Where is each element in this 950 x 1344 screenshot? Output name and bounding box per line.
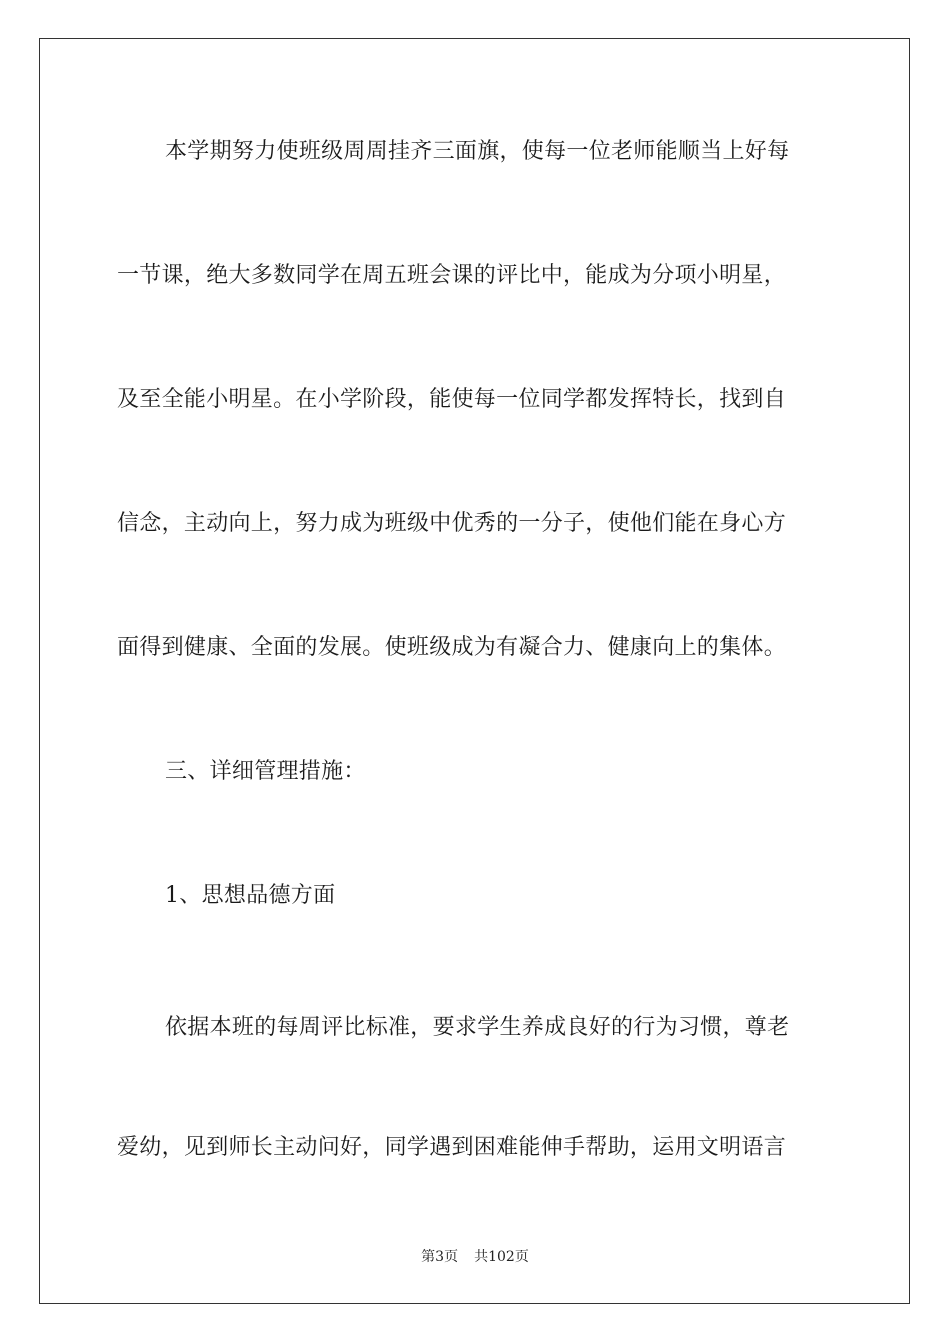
paragraph-line: 本学期努力使班级周周挂齐三面旗，使每一位老师能顺当上好每 bbox=[165, 139, 790, 164]
page-frame bbox=[39, 38, 910, 1304]
paragraph-line: 一节课，绝大多数同学在周五班会课的评比中，能成为分项小明星， bbox=[117, 263, 787, 288]
section-heading: 三、详细管理措施： bbox=[165, 759, 366, 784]
page-footer bbox=[0, 1247, 950, 1267]
page-total: 共102页 bbox=[474, 1249, 529, 1265]
paragraph-line: 面得到健康、全面的发展。使班级成为有凝合力、健康向上的集体。 bbox=[117, 635, 787, 660]
paragraph-line: 及至全能小明星。在小学阶段，能使每一位同学都发挥特长，找到自 bbox=[117, 387, 787, 412]
subsection-heading: 1、思想品德方面 bbox=[165, 883, 336, 908]
paragraph-line: 信念，主动向上，努力成为班级中优秀的一分子，使他们能在身心方 bbox=[117, 511, 787, 536]
paragraph-line: 依据本班的每周评比标准，要求学生养成良好的行为习惯，尊老 bbox=[165, 1015, 790, 1040]
paragraph-line: 爱幼，见到师长主动问好，同学遇到困难能伸手帮助，运用文明语言 bbox=[117, 1135, 787, 1160]
page-number: 第3页 bbox=[421, 1249, 459, 1265]
